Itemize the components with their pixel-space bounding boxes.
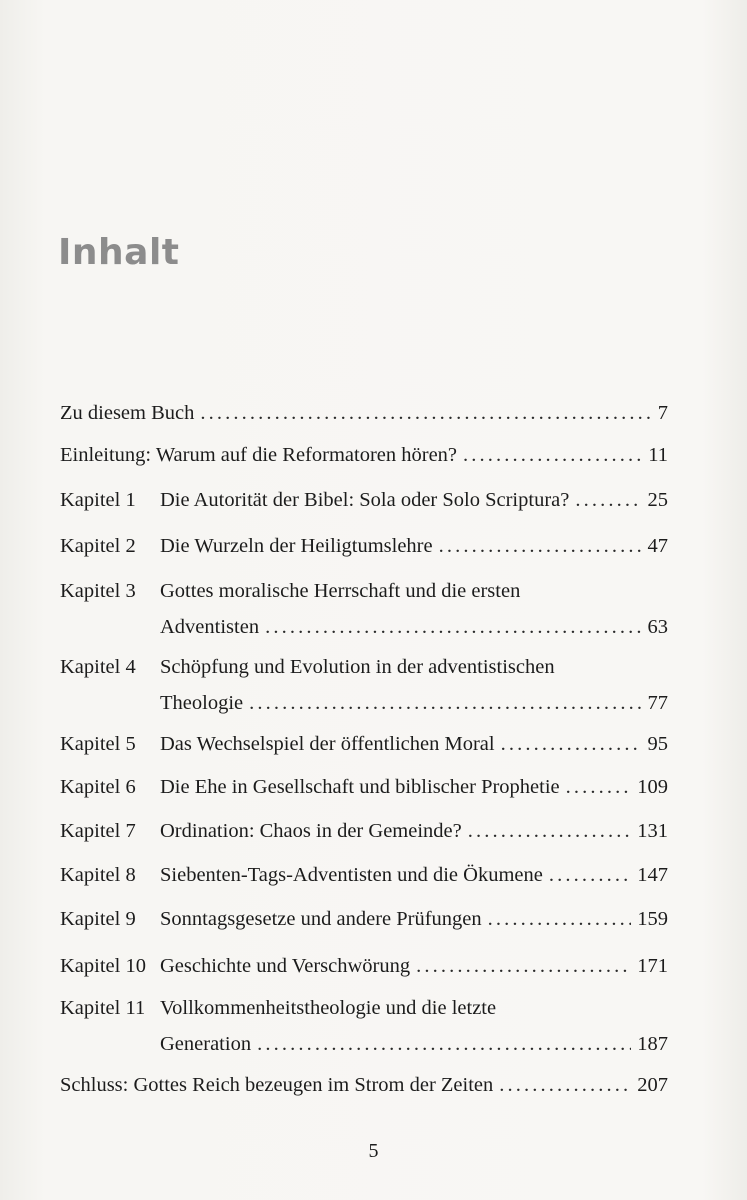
dot-leader: [249, 690, 641, 716]
toc-entry-kapitel-4[interactable]: [60, 654, 668, 716]
toc-entry-page: 187: [637, 1033, 668, 1055]
toc-entry-title-continuation: Theologie: [160, 692, 244, 714]
toc-entry-page: 7: [657, 402, 668, 424]
toc-entry-kapitel-11[interactable]: [60, 995, 668, 1057]
toc-entry-title: Einleitung: Warum auf die Reformatoren hören?: [60, 444, 458, 466]
toc-entry-title: Die Wurzeln der Heiligtumslehre: [160, 535, 433, 557]
toc-heading: Inhalt: [58, 232, 180, 273]
toc-entry-kapitel-2[interactable]: [60, 533, 668, 559]
dot-leader: [439, 533, 642, 559]
toc-entry-page: 109: [637, 776, 668, 798]
toc-entry-kapitel-3[interactable]: [60, 578, 668, 640]
dot-leader: [468, 818, 632, 844]
toc-entry-title: Sonntagsgesetze und andere Prüfungen: [160, 908, 482, 930]
page-number: 5: [368, 1140, 379, 1162]
toc-entry-page: 147: [637, 864, 668, 886]
dot-leader: [549, 862, 631, 888]
toc-entry-kapitel-7[interactable]: [60, 818, 668, 844]
toc-entry-kapitel-10[interactable]: [60, 953, 668, 979]
toc-entry-page: 171: [637, 955, 668, 977]
dot-leader: [463, 442, 642, 468]
toc-entry-title: Das Wechselspiel der öffentlichen Moral: [160, 733, 495, 755]
toc-entry-title: Geschichte und Verschwörung: [160, 955, 411, 977]
toc-entry-title: Ordination: Chaos in der Gemeinde?: [160, 820, 462, 842]
dot-leader: [566, 774, 632, 800]
toc-entry-page: 131: [637, 820, 668, 842]
toc-chapter-label: Kapitel 4: [60, 656, 136, 678]
toc-entry-kapitel-5[interactable]: [60, 731, 668, 757]
dot-leader: [501, 731, 642, 757]
toc-chapter-label: Kapitel 10: [60, 955, 146, 977]
dot-leader: [575, 487, 641, 513]
toc-entry-page: 207: [637, 1074, 668, 1096]
toc-entry-title: Gottes moralische Herrschaft und die ersten: [160, 580, 521, 602]
toc-entry-title: Siebenten-Tags-Adventisten und die Ökumene: [160, 864, 543, 886]
toc-chapter-label: Kapitel 6: [60, 776, 136, 798]
toc-entry-einleitung[interactable]: [60, 442, 668, 468]
toc-chapter-label: Kapitel 3: [60, 580, 136, 602]
toc-entry-title: Schöpfung und Evolution in der adventistischen: [160, 656, 555, 678]
toc-entry-kapitel-9[interactable]: [60, 906, 668, 932]
dot-leader: [416, 953, 631, 979]
toc-entry-page: 25: [647, 489, 668, 511]
toc-entry-title: Die Ehe in Gesellschaft und biblischer Prophetie: [160, 776, 560, 798]
dot-leader: [200, 400, 651, 426]
dot-leader: [257, 1031, 631, 1057]
toc-chapter-label: Kapitel 7: [60, 820, 136, 842]
toc-chapter-label: Kapitel 2: [60, 535, 136, 557]
toc-chapter-label: Kapitel 5: [60, 733, 136, 755]
toc-entry-title-continuation: Generation: [160, 1033, 252, 1055]
toc-entry-title: Zu diesem Buch: [60, 402, 195, 424]
toc-chapter-label: Kapitel 9: [60, 908, 136, 930]
dot-leader: [488, 906, 632, 932]
toc-entry-title: Vollkommenheitstheologie und die letzte: [160, 997, 497, 1019]
toc-entry-page: 77: [647, 692, 668, 714]
toc-entry-page: 11: [648, 444, 668, 466]
toc-entry-page: 159: [637, 908, 668, 930]
dot-leader: [265, 614, 641, 640]
toc-chapter-label: Kapitel 8: [60, 864, 136, 886]
toc-chapter-label: Kapitel 1: [60, 489, 136, 511]
toc-entry-kapitel-8[interactable]: [60, 862, 668, 888]
toc-entry-schluss[interactable]: [60, 1072, 668, 1098]
dot-leader: [499, 1072, 631, 1098]
toc-entry-page: 95: [647, 733, 668, 755]
toc-entry-title-continuation: Adventisten: [160, 616, 260, 638]
toc-chapter-label: Kapitel 11: [60, 997, 146, 1019]
toc-entry-intro[interactable]: [60, 400, 668, 426]
toc-entry-page: 63: [647, 616, 668, 638]
toc-entry-title: Die Autorität der Bibel: Sola oder Solo Scriptura?: [160, 489, 570, 511]
toc-entry-page: 47: [647, 535, 668, 557]
toc-entry-kapitel-6[interactable]: [60, 774, 668, 800]
toc-entry-title: Schluss: Gottes Reich bezeugen im Strom der Zeiten: [60, 1074, 494, 1096]
toc-entry-kapitel-1[interactable]: [60, 487, 668, 513]
